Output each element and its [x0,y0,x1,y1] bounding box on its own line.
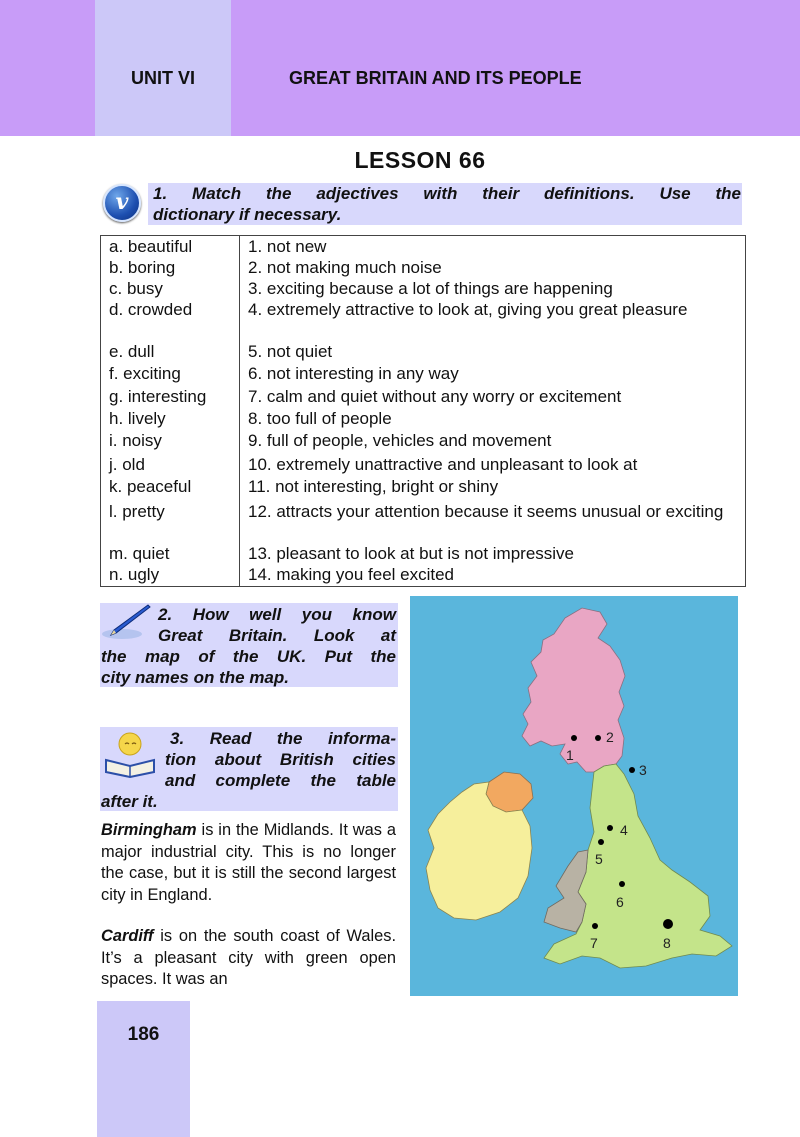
page-number: 186 [127,1024,160,1045]
adjective: e. dull [101,341,240,363]
adjective: n. ugly [101,564,240,586]
task2-line3: the map of the UK. Put the [101,647,396,666]
map-label-5: 5 [595,851,603,867]
task3-line3: and complete the table [165,771,396,790]
city-point-1 [571,735,577,741]
adjective: i. noisy [101,430,240,454]
task3-line4: after it. [101,792,158,811]
page-number-tab [97,1001,190,1137]
definition: 12. attracts your attention because it seems unusual or exciting [248,502,724,521]
vocabulary-icon: v [103,184,141,222]
city-point-2 [595,735,601,741]
adjective: f. exciting [101,363,240,386]
uk-map [410,596,738,996]
definition: 14. making you feel excited [248,565,455,584]
map-label-1: 1 [566,747,574,763]
city-point-4 [607,825,613,831]
city-point-5 [598,839,604,845]
adjective: b. boring [101,257,240,278]
adjective: l. pretty [101,501,240,543]
definition: 9. full of people, vehicles and movement [248,431,552,450]
city-name-birmingham: Birmingham [101,821,197,839]
map-label-7: 7 [590,935,598,951]
pen-icon [100,604,154,644]
lesson-title: LESSON 66 [354,147,486,173]
adjective: j. old [101,454,240,476]
task3-line1: 3. Read the informa- [170,729,396,748]
map-label-2: 2 [606,729,614,745]
task3-line2: tion about British cities [165,750,396,769]
definition: 10. extremely unattractive and unpleasant to look at [248,455,638,474]
adjective: c. busy [101,278,240,299]
task1-instruction-line2: dictionary if necessary. [153,205,342,224]
birmingham-paragraph [101,820,396,906]
adjective: m. quiet [101,543,240,564]
definition: 6. not interesting in any way [248,364,459,383]
map-label-6: 6 [616,894,624,910]
city-point-7 [592,923,598,929]
city-point-8 [663,919,673,929]
map-label-8: 8 [663,935,671,951]
adjective: k. peaceful [101,476,240,501]
task2-line2: Great Britain. Look at [158,626,396,645]
definition: 7. calm and quiet without any worry or excitement [248,387,622,406]
unit-label: UNIT VI [130,68,195,88]
city-point-6 [619,881,625,887]
adjective: g. interesting [101,386,240,408]
definition: 3. exciting because a lot of things are happening [248,279,613,298]
definition: 8. too full of people [248,409,392,428]
unit-title: GREAT BRITAIN AND ITS PEOPLE [289,68,582,88]
definition: 11. not interesting, bright or shiny [248,477,499,496]
city-point-3 [629,767,635,773]
cardiff-text: is on the south coast of Wales. It’s a pleasant city with green open spaces. It was an [101,927,396,988]
adjective: a. beautiful [101,236,240,258]
cardiff-paragraph [101,926,396,991]
definition: 5. not quiet [248,342,333,361]
map-label-4: 4 [620,822,628,838]
reading-book-icon [102,730,162,778]
definition: 13. pleasant to look at but is not impressive [248,544,575,563]
city-name-cardiff: Cardiff [101,927,154,945]
definition: 2. not making much noise [248,258,442,277]
task1-instruction-line1: 1. Match the adjectives with their definitions. Use the [153,184,741,203]
task2-line1: 2. How well you know [158,605,396,624]
matching-table [100,235,746,587]
map-label-3: 3 [639,762,647,778]
task2-line4: city names on the map. [101,668,289,687]
adjective: h. lively [101,408,240,430]
definition: 1. not new [248,237,327,256]
birmingham-text: is in the Midlands. It was a major industrial city. This is no longer the case, but it is still the second largest city in England. [101,821,396,904]
adjective: d. crowded [101,299,240,341]
definition: 4. extremely attractive to look at, giving you great pleasure [248,300,688,319]
